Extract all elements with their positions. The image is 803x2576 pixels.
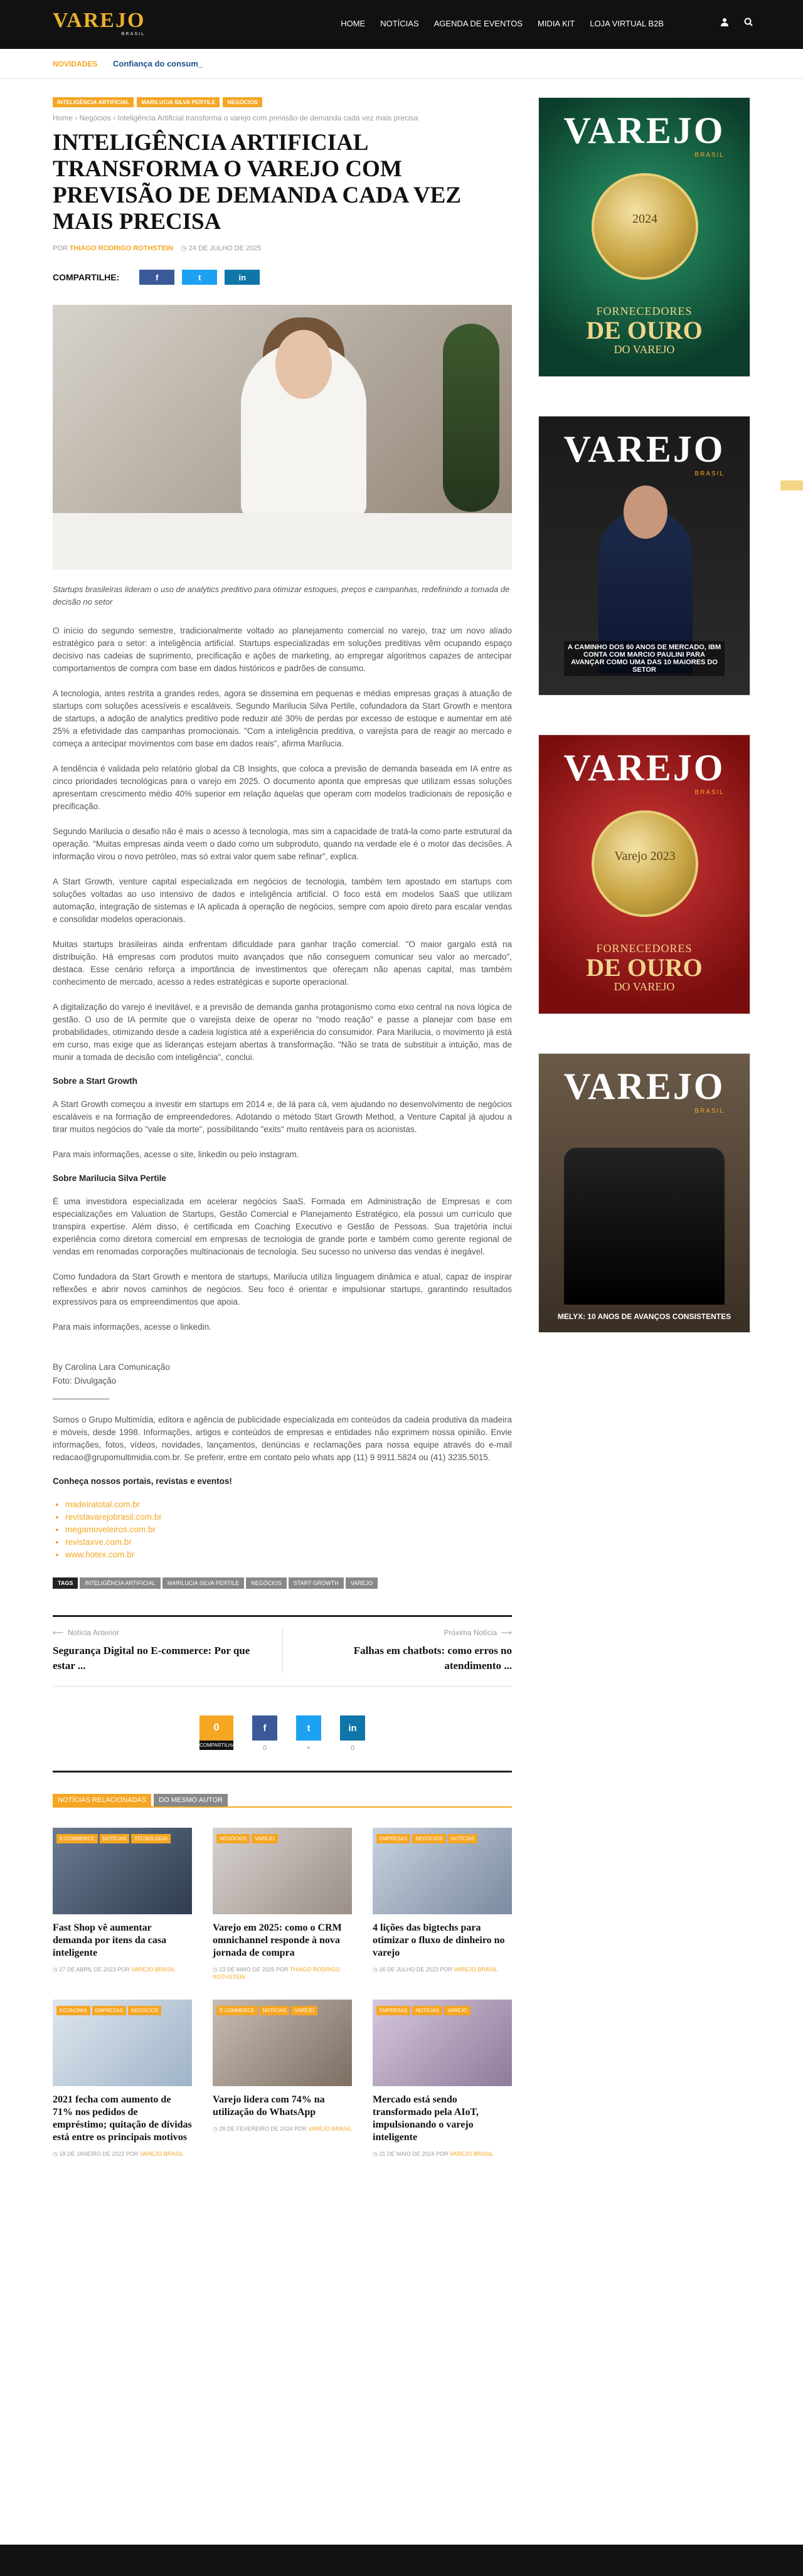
header-icons [720,18,753,28]
credit-photo: Foto: Divulgação [53,1376,117,1386]
category-tag[interactable]: NEGÓCIOS [128,2006,161,2015]
related-card-by: POR [294,2126,307,2132]
clock-icon: ◷ [213,1966,220,1973]
share-bar [53,1715,512,1773]
related-card-date: 26 DE JULHO DE 2023 [379,1966,439,1973]
site-logo[interactable] [53,10,145,36]
image-caption: Startups brasileiras lideram o uso de analytics preditivo para otimizar estoques, preços e campanhas, redefinindo a tomada de decisão no setor [53,585,510,607]
related-card-image[interactable] [213,2000,352,2086]
article-date: 24 DE JULHO DE 2025 [188,245,262,252]
related-card[interactable] [373,1828,512,1981]
gold-seal-icon [592,173,698,280]
share-row [53,270,512,285]
cover-brand: BRASIL [694,470,725,477]
related-card-meta [373,1966,512,1973]
portals-heading: Conheça nossos portais, revistas e eventos! [53,1476,232,1486]
magazine-cover[interactable] [538,1053,750,1333]
cover-brand: BRASIL [694,152,725,159]
twitter-share-button[interactable] [182,270,217,285]
prev-title: Segurança Digital no E-commerce: Por que estar ... [53,1645,250,1672]
related-card-date: 18 DE JANEIRO DE 2022 [59,2151,125,2157]
category-tag[interactable]: E-COMMERCE [56,1834,98,1843]
related-card-date: 27 DE ABRIL DE 2023 [59,1966,116,1973]
related-card-date: 21 DE MAIO DE 2024 [379,2151,435,2157]
related-card-image[interactable] [53,1828,192,1914]
facebook-share-square[interactable] [252,1715,277,1752]
related-card-author[interactable]: VAREJO BRASIL [131,1966,175,1973]
clock-icon: ◷ [53,1966,60,1973]
author-link[interactable]: THIAGO RODRIGO ROTHSTEIN [69,245,173,252]
magazine-cover[interactable] [538,97,750,377]
category-tag[interactable]: NOTÍCIAS [412,2006,442,2015]
related-card-author[interactable]: THIAGO RODRIGO ROTHSTEIN [213,1966,340,1980]
category-tag[interactable]: NEGÓCIOS [223,97,262,107]
seal-text: 2024 [632,212,657,226]
related-card-date: 23 DE MAIO DE 2025 [219,1966,275,1973]
related-card-by: POR [440,1966,452,1973]
section-heading: Sobre Marilucia Silva Pertile [53,1174,166,1183]
facebook-count: 0 [262,1744,267,1752]
related-card-meta [53,2150,192,2158]
next-post[interactable] [282,1628,512,1673]
article-paragraph: A tecnologia, antes restrita a grandes redes, agora se dissemina em pequenas e médias empresas graças à atuação de startups com soluções acessíveis e escaláveis. Segundo Marilucia Silva Pertile, cofundadora da Start Growth e mentora de startups, a adoção de analytics preditivo pode reduzir até 30% de perdas por excesso de estoque e aumentar em até 25% a efetividade das campanhas promocionais. "Com a inteligência preditiva, o varejista para de reagir ao mercado e começa a antecipar movimentos com base em dados reais", afirma Marilucia. [53,689,512,748]
article-paragraph: Muitas startups brasileiras ainda enfrentam dificuldade para ganhar tração comercial. "O maior gargalo está na distribuição. Há empresas com produtos muito avançados que não conseguem comunicar seu valor ao mercado", destaca. Esse cenário reforça a importância de investimentos que ofereçam não apenas capital, mas também conhecimento de mercado, acesso a redes estratégicas e suporte operacional. [53,940,512,987]
article-paragraph: É uma investidora especializada em acelerar negócios SaaS. Formada em Administração de Empresas e com especializações em Valuation de Startups, Gestão Comercial e Planejamento Estratégico, ela possui um currículo que transpira expertise. Além disso, é certificada em Coaching Executivo e Gestão de Pessoas. Sua trajetória inclui experiência como diretora comercial em empresas de tecnologia de grande porte e também como gerente regional de vendas em renomadas corporações multinacionais de tecnologia. Seu sucesso no universo das vendas é inegável. [53,1197,512,1256]
cover-footer: FORNECEDORES DE OURO DO VAREJO [586,942,703,993]
magazine-cover[interactable] [538,416,750,696]
arrow-left-icon: ⟵ [53,1628,64,1637]
related-grid [53,1828,512,2158]
portal-link[interactable]: • www.hotex.com.br [65,1549,512,1561]
portal-link[interactable]: • madeiratotal.com.br [65,1498,512,1511]
related-card-tags [216,1834,278,1843]
next-title: Falhas em chatbots: como erros no atendimento ... [353,1645,512,1672]
next-label: Próxima Notícia ⟶ [444,1628,512,1637]
related-card-author[interactable]: VAREJO BRASIL [449,2151,494,2157]
related-card-tags [216,2006,317,2015]
prev-label: ⟵ Notícia Anterior [53,1628,119,1637]
ticker-label: NOVIDADES [53,60,98,68]
facebook-share-button[interactable] [139,270,174,285]
cover-footer: FORNECEDORES DE OURO DO VAREJO [586,305,703,356]
article-categories [53,97,512,107]
category-tag[interactable]: NOTÍCIAS [100,1834,130,1843]
cover-person-head [624,485,667,539]
related-card-tags [56,2006,161,2015]
article-meta [53,244,512,252]
clock-icon: ◷ [213,2126,220,2132]
related-tabs [53,1794,512,1808]
article-featured-image [53,305,512,570]
tags-label: TAGS [53,1577,78,1589]
related-card[interactable] [373,2000,512,2158]
article-paragraph: O início do segundo semestre, tradicionalmente voltado ao planejamento comercial no varejo, traz um novo aliado estratégico para o setor: a inteligência artificial. Startups especializadas em soluções preditivas vêm ocupando espaço decisivo nas cadeias de suprimento, precificação e ações de marketing, ao empregar algoritmos capazes de antecipar comportamentos de compra com base em dados históricos e padrões de consumo. [53,626,512,673]
share-count-number: 0 [199,1715,233,1741]
category-tag[interactable]: ECONOMIA [56,2006,90,2015]
twitter-icon: t [296,1715,321,1741]
related-card-date: 28 DE FEVEREIRO DE 2024 [219,2126,293,2132]
sidebar [538,97,750,1372]
site-footer [0,2545,803,2576]
user-icon[interactable] [720,18,729,28]
facebook-icon: f [156,272,159,282]
related-card-title[interactable]: 2021 fecha com aumento de 71% nos pedidos de empréstimo; quitação de dívidas está entre os principais motivos [53,2094,192,2143]
share-count [199,1715,239,1750]
clock-icon: ◷ [373,2151,380,2157]
related-card-image[interactable] [373,2000,512,2086]
related-card-title[interactable]: Varejo lidera com 74% na utilização do WhatsApp [213,2094,325,2118]
twitter-count: + [306,1744,311,1752]
nav-agenda[interactable]: AGENDA DE EVENTOS [433,19,523,28]
news-ticker [0,49,803,79]
category-tag[interactable]: VAREJO [444,2006,470,2015]
category-tag[interactable]: EMPRESAS [376,2006,410,2015]
related-card-by: POR [117,1966,130,1973]
related-card[interactable] [213,1828,352,1981]
linkedin-count: 0 [350,1744,355,1752]
magazine-cover[interactable] [538,734,750,1014]
logo-sub: BRASIL [121,32,146,36]
related-card[interactable] [53,1828,192,1981]
related-card-tags [376,1834,477,1843]
clock-icon: ◷ [373,1966,380,1973]
related-card-title[interactable]: Varejo em 2025: como o CRM omnichannel responde à nova jornada de compra [213,1922,342,1958]
ticker-link[interactable]: Confiança do consum_ [113,59,203,68]
related-card-tags [376,2006,471,2015]
search-icon[interactable] [744,18,753,28]
related-card-by: POR [275,1966,289,1973]
section-heading: Sobre a Start Growth [53,1076,138,1086]
share-label: COMPARTILHE: [53,272,120,282]
article-main [53,97,512,2158]
portal-link[interactable]: • revistavarejobrasil.com.br [65,1511,512,1524]
related-card-image[interactable] [53,2000,192,2086]
cover-group-photo [564,1148,725,1305]
category-tag[interactable]: TECNOLOGIA [131,1834,170,1843]
article-paragraph[interactable]: Para mais informações, acesse o linkedin. [53,1322,211,1332]
page-title: INTELIGÊNCIA ARTIFICIAL TRANSFORMA O VAREJO COM PREVISÃO DE DEMANDA CADA VEZ MAIS PRECISA [53,130,462,235]
category-tag[interactable]: NEGÓCIOS [216,1834,250,1843]
category-tag[interactable]: NEGÓCIOS [412,1834,445,1843]
linkedin-share-button[interactable] [225,270,260,285]
related-card-image[interactable] [373,1828,512,1914]
category-tag[interactable]: VAREJO [291,2006,317,2015]
related-card-image[interactable] [213,1828,352,1914]
article-paragraph: Como fundadora da Start Growth e mentora de startups, Marilucia utiliza linguagem dinâmica e atual, capaz de inspirar reflexões e abrir novos caminhos de negócios. Seu foco é orientar e impulsionar startups, garantindo resultados expressivos para os empreendimentos que apoia. [53,1272,512,1307]
nav-home[interactable]: HOME [341,19,366,28]
group-paragraph: Somos o Grupo Multimídia, editora e agência de publicidade especializada em conteúdos da cadeia produtiva da madeira e móveis, desde 1998. Informações, artigos e conteúdos de empresas e entidades não exprimem nossa opinião. Envie informações, fotos, vídeos, novidades, lançamentos, denúncias e reclamações para nossa equipe através do e-mail redacao@grupomultimidia.com.br. Se preferir, entre em contato pelo whats app (11) 9 9911.5824 ou (41) 3235.5015. [53,1415,512,1462]
related-card-tags [56,1834,171,1843]
portal-link[interactable]: • revistaxve.com.br [65,1536,512,1549]
portals-list [65,1498,512,1561]
floating-side-button[interactable] [780,480,803,490]
tab-same-author[interactable]: DO MESMO AUTOR [154,1794,228,1806]
seal-text: Varejo 2023 [614,849,676,863]
cover-title: VAREJO [563,747,725,788]
cover-title: VAREJO [563,110,725,151]
arrow-right-icon: ⟶ [501,1628,512,1637]
gold-seal-icon [592,810,698,917]
related-card-meta [213,2125,352,2133]
nav-loja[interactable]: LOJA VIRTUAL B2B [590,19,664,28]
tag-link[interactable]: NEGÓCIOS [246,1577,287,1589]
related-card-meta [213,1966,352,1981]
related-card-author[interactable]: VAREJO BRASIL [139,2151,184,2157]
logo-text: VAREJO [53,9,146,32]
related-card[interactable] [213,2000,352,2158]
tag-link[interactable]: VAREJO [346,1577,378,1589]
tag-list [53,1577,512,1589]
category-tag[interactable]: VAREJO [252,1834,277,1843]
photo-desk [53,513,512,570]
linkedin-share-square[interactable] [340,1715,365,1752]
article-body [53,625,512,1561]
tag-link[interactable]: INTELIGÊNCIA ARTIFICIAL [80,1577,160,1589]
credit-by: By Carolina Lara Comunicação [53,1362,170,1372]
article-paragraph: A digitalização do varejo é inevitável, e a previsão de demanda ganha protagonismo como eixo central na nova lógica de gestão. O uso de IA permite que o varejista deixe de operar no "modo reação" e passe a planejar com base em probabilidades, otimizando desde a cadeia logística até a experiência do consumidor. Para Marilucia, o movimento já está em curso, mas exige que as lideranças estejam abertas à transformação. "Não se trata de substituir a intuição, mas de munir a tomada de decisão com inteligência", conclui. [53,1002,512,1062]
related-card-by: POR [435,2151,449,2157]
category-tag[interactable]: NOTÍCIAS [448,1834,478,1843]
cover-brand: BRASIL [694,789,725,796]
portal-link[interactable]: • megamoveleiros.com.br [65,1524,512,1536]
article-paragraph: A Start Growth, venture capital especializada em negócios de tecnologia, também tem apostado em startups com soluções voltadas ao uso intensivo de dados e inteligência artificial. O foco está em modelos SaaS que utilizam automação, integração de sistemas e IA aplicada à operação de negócios, sempre com apoio direto para escalar vendas e consolidar modelos operacionais. [53,877,512,924]
article-paragraph: A Start Growth começou a investir em startups em 2014 e, de lá para cá, vem ajudando no desenvolvimento de negócios escaláveis e na formação de empreendedores. Adotando o método Start Growth Method, a Venture Capital já ajudou a tirar muitos negócios do "vale da morte", possibilitando "exits" muito rentáveis para os acionistas. [53,1100,512,1134]
post-navigation [53,1615,512,1687]
cover-caption: MELYX: 10 ANOS DE AVANÇOS CONSISTENTES [557,1312,731,1321]
cover-brand: BRASIL [694,1108,725,1115]
category-tag[interactable]: NOTÍCIAS [260,2006,290,2015]
tab-related[interactable]: NOTÍCIAS RELACIONADAS [53,1794,151,1806]
top-navbar [0,0,803,49]
related-card-author[interactable]: VAREJO BRASIL [454,1966,498,1973]
cover-title: VAREJO [563,1066,725,1107]
category-tag[interactable]: MARILUCIA SILVA PERTILE [137,97,220,107]
category-tag[interactable]: EMPRESAS [92,2006,126,2015]
breadcrumb[interactable]: Home › Negócios › Inteligência Artificial transforma o varejo com previsão de demanda cada vez mais precisa [53,114,418,122]
facebook-icon: f [252,1715,277,1741]
category-tag[interactable]: E-COMMERCE [216,2006,258,2015]
tag-link[interactable]: MARILUCIA SILVA PERTILE [162,1577,245,1589]
tag-link[interactable]: START GROWTH [289,1577,344,1589]
article-paragraph: Segundo Marilucia o desafio não é mais o acesso à tecnologia, mas sim a capacidade de tratá-la como parte estrutural da operação. "Muitas empresas ainda veem o dado como um subproduto, quando na verdade ele é o motor das decisões. A informação virou o novo petróleo, mas só extrai valor quem sabe refinar", explica. [53,827,512,861]
related-card-meta [373,2150,512,2158]
related-card-title[interactable]: 4 lições das bigtechs para otimizar o fluxo de dinheiro no varejo [373,1922,505,1958]
category-tag[interactable]: EMPRESAS [376,1834,410,1843]
photo-plant [443,324,499,512]
related-card-by: POR [125,2151,139,2157]
twitter-share-square[interactable] [296,1715,321,1752]
clock-icon: ◷ [181,245,187,252]
related-card-meta [53,1966,192,1973]
main-nav [333,19,671,28]
share-count-label: COMPARTILHAS [199,1741,233,1750]
related-card-title[interactable]: Mercado está sendo transformado pela AIoT, impulsionando o varejo inteligente [373,2094,479,2143]
linkedin-icon: in [340,1715,365,1741]
related-card[interactable] [53,2000,192,2158]
nav-midia-kit[interactable]: MIDIA KIT [537,19,575,28]
photo-head [275,330,332,399]
cover-title: VAREJO [563,428,725,470]
cover-caption: A CAMINHO DOS 60 ANOS DE MERCADO, IBM CONTA COM MARCIO PAULINI PARA AVANÇAR COMO UMA DAS 10 MAIORES DO SETOR [564,641,725,676]
nav-noticias[interactable]: NOTÍCIAS [380,19,419,28]
article-paragraph: A tendência é validada pelo relatório global da CB Insights, que coloca a previsão de demanda baseada em IA entre as cinco prioridades tecnológicas para o varejo em 2025. O documento aponta que empresas que utilizam essas soluções apresentam crescimento médio 40% superior em relação àquelas que operam com modelos tradicionais de reposição e precificação. [53,764,512,811]
linkedin-icon: in [238,272,247,282]
article-paragraph[interactable]: Para mais informações, acesse o site, linkedin ou pelo instagram. [53,1150,299,1159]
divider-text: ____________ [53,1390,110,1399]
prev-post[interactable] [53,1628,282,1673]
meta-by: POR [53,245,68,252]
related-card-author[interactable]: VAREJO BRASIL [307,2126,352,2132]
twitter-icon: t [198,272,201,282]
category-tag[interactable]: INTELIGÊNCIA ARTIFICIAL [53,97,134,107]
related-card-title[interactable]: Fast Shop vê aumentar demanda por itens da casa inteligente [53,1922,167,1958]
clock-icon: ◷ [53,2151,60,2157]
